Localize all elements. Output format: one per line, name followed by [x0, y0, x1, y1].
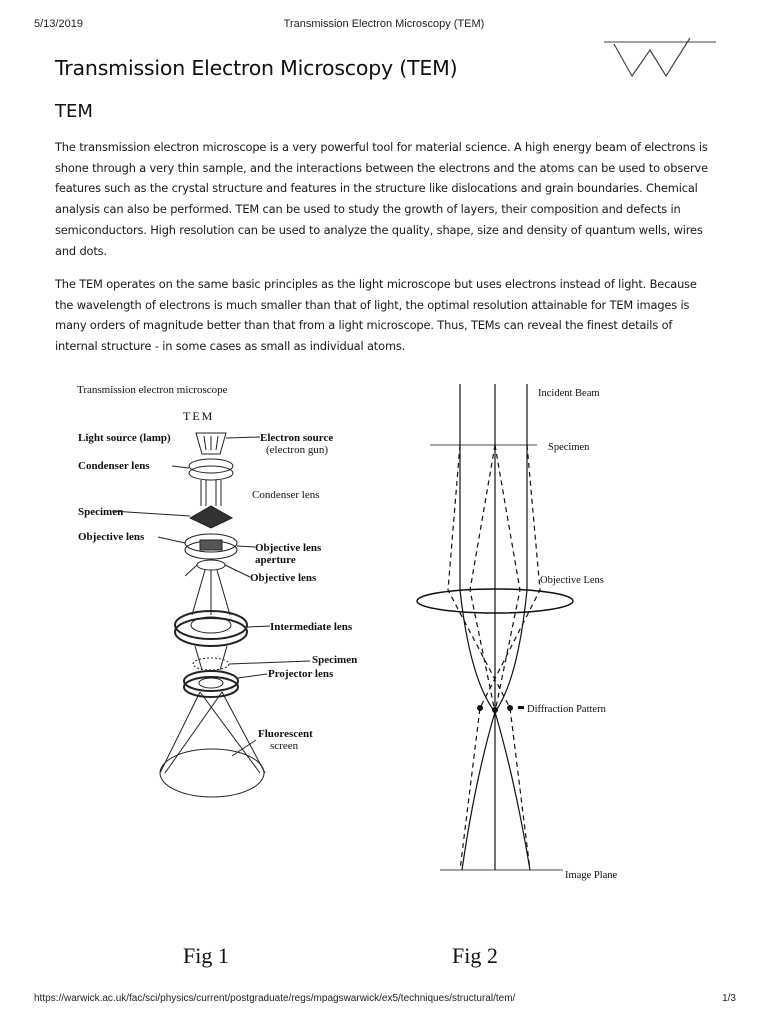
figure-2-caption: Fig 2: [452, 943, 498, 968]
print-header-title: Transmission Electron Microscopy (TEM): [283, 18, 485, 30]
label-objective-left: Objective lens: [78, 531, 145, 543]
diffraction-dots: [477, 705, 524, 713]
label-objective-lens: Objective Lens: [540, 575, 604, 586]
label-diffraction-pattern: Diffraction Pattern: [527, 704, 606, 715]
label-objective-right: Objective lens: [250, 572, 317, 584]
figure-1-tem-diagram: [60, 380, 390, 940]
label-light-source: Light source (lamp): [78, 432, 171, 444]
label-specimen: Specimen: [548, 442, 590, 453]
label-fluorescent: Fluorescent: [258, 728, 313, 740]
section-heading: TEM: [55, 101, 93, 122]
label-specimen-left: Specimen: [78, 506, 124, 518]
label-electron-gun: (electron gun): [266, 444, 328, 456]
paragraph-principles: The TEM operates on the same basic principles as the light microscope but uses electrons instead of light. Because the wavelength of electrons is much smaller than that of light, the optimal resolution attainable for TEM images is many orders of magnitude better than that from a light microscope. Thus, TEMs can reveal the finest details of internal structure - in some cases as small as individual atoms.: [55, 277, 697, 354]
warwick-logo-icon: [604, 36, 716, 80]
paragraph-intro: The transmission electron microscope is a very powerful tool for material science. A high energy beam of electrons is shone through a very thin sample, and the interactions between the electrons and the atoms can be used to observe features such as the crystal structure and features in the structure like dislocations and grain boundaries. Chemical analysis can also be performed. TEM can be used to study the growth of layers, their composition and defects in semiconductors. High resolution can be used to analyze the quality, shape, size and density of quantum wells, wires and dots.: [55, 140, 708, 258]
fig1-title: Transmission electron microscope: [77, 384, 228, 396]
label-specimen-right: Specimen: [312, 654, 358, 666]
label-incident-beam: Incident Beam: [538, 388, 600, 399]
label-objective-aperture-1: Objective lens: [255, 542, 322, 554]
label-intermediate: Intermediate lens: [270, 621, 353, 633]
page-title: Transmission Electron Microscopy (TEM): [55, 56, 458, 80]
label-image-plane: Image Plane: [565, 870, 618, 881]
label-projector: Projector lens: [268, 668, 334, 680]
label-condenser-right: Condenser lens: [252, 489, 320, 501]
label-objective-aperture-2: aperture: [255, 554, 296, 566]
label-condenser-left: Condenser lens: [78, 460, 150, 472]
figure-1-caption: Fig 1: [183, 943, 229, 968]
fig1-subtitle: TEM: [183, 409, 215, 423]
label-electron-source: Electron source: [260, 432, 334, 444]
footer-url: https://warwick.ac.uk/fac/sci/physics/current/postgraduate/regs/mpagswarwick/ex5/techniques/structural/tem/: [34, 993, 516, 1004]
figure-2-ray-diagram: [400, 380, 740, 900]
print-date: 5/13/2019: [34, 18, 83, 30]
label-screen: screen: [270, 740, 299, 752]
footer-page-number: 1/3: [722, 993, 736, 1004]
